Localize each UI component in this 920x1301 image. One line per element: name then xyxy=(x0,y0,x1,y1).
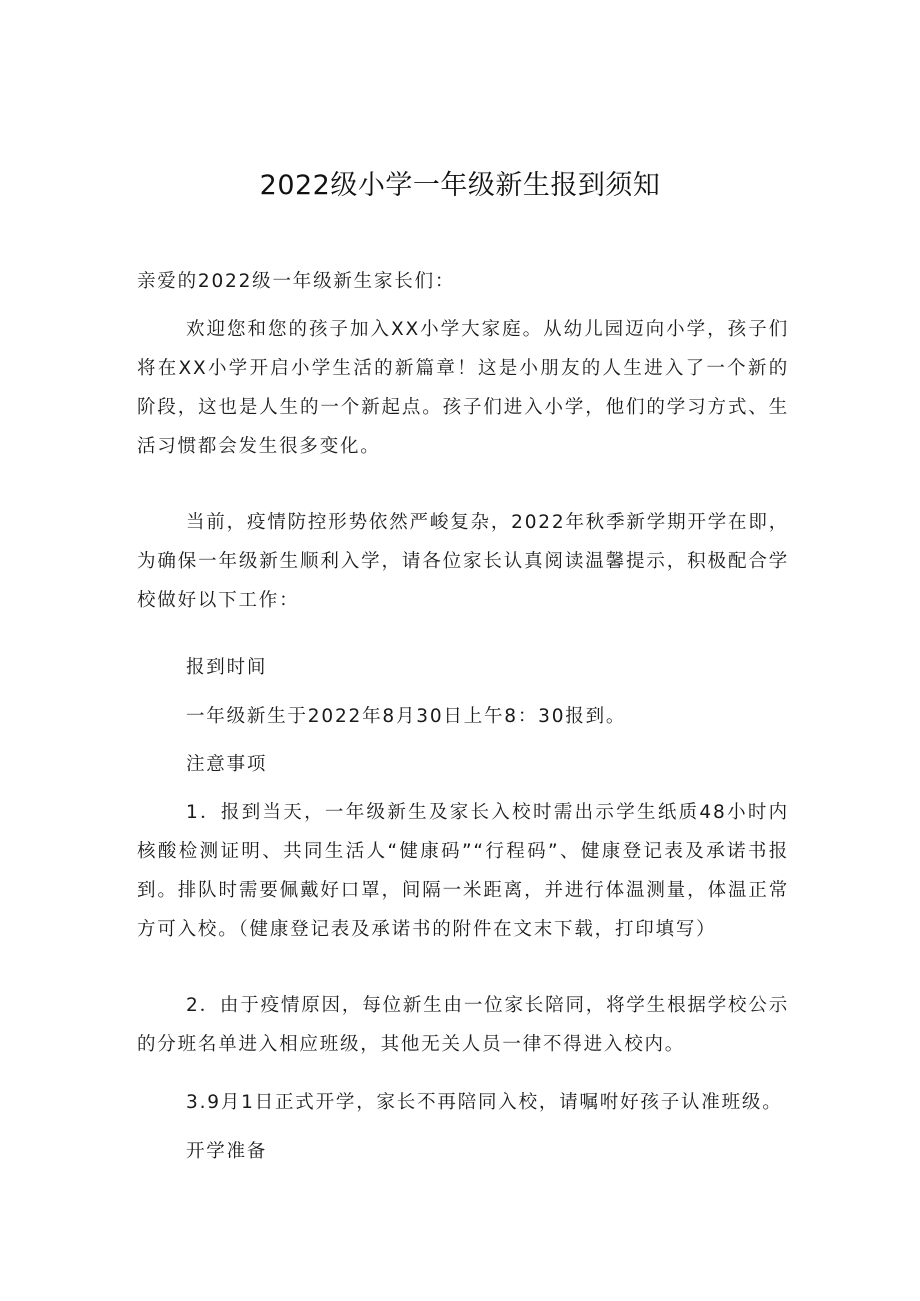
registration-time-heading: 报到时间 xyxy=(186,657,268,678)
document-title: 2022级小学一年级新生报到须知 xyxy=(259,170,661,201)
notes-item-1: 1．报到当天，一年级新生及家长入校时需出示学生纸质48小时内核酸检测证明、共同生活人“健康码”“行程码”、健康登记表及承诺书报到。排队时需要佩戴好口罩，间隔一米距离，并进行体温测量，体温正常方可入校。（健康登记表及承诺书的附件在文末下载，打印填写） xyxy=(137,802,789,940)
notes-item-2: 2．由于疫情原因，每位新生由一位家长陪同，将学生根据学校公示的分班名单进入相应班级，其他无关人员一律不得进入校内。 xyxy=(137,995,789,1055)
registration-time-text: 一年级新生于2022年8月30日上午8：30报到。 xyxy=(186,706,627,727)
preparation-heading: 开学准备 xyxy=(186,1141,268,1162)
welcome-paragraph: 欢迎您和您的孩子加入XX小学大家庭。从幼儿园迈向小学，孩子们将在XX小学开启小学生活的新篇章！这是小朋友的人生进入了一个新的阶段，这也是人生的一个新起点。孩子们进入小学，他们的学习方式、生活习惯都会发生很多变化。 xyxy=(137,319,789,457)
notes-item-3: 3.9月1日正式开学，家长不再陪同入校，请嘱咐好孩子认准班级。 xyxy=(186,1092,783,1113)
context-paragraph: 当前，疫情防控形势依然严峻复杂，2022年秋季新学期开学在即，为确保一年级新生顺利入学，请各位家长认真阅读温馨提示，积极配合学校做好以下工作： xyxy=(137,512,789,611)
notes-heading: 注意事项 xyxy=(186,754,268,775)
greeting-line: 亲爱的2022级一年级新生家长们： xyxy=(137,271,456,292)
